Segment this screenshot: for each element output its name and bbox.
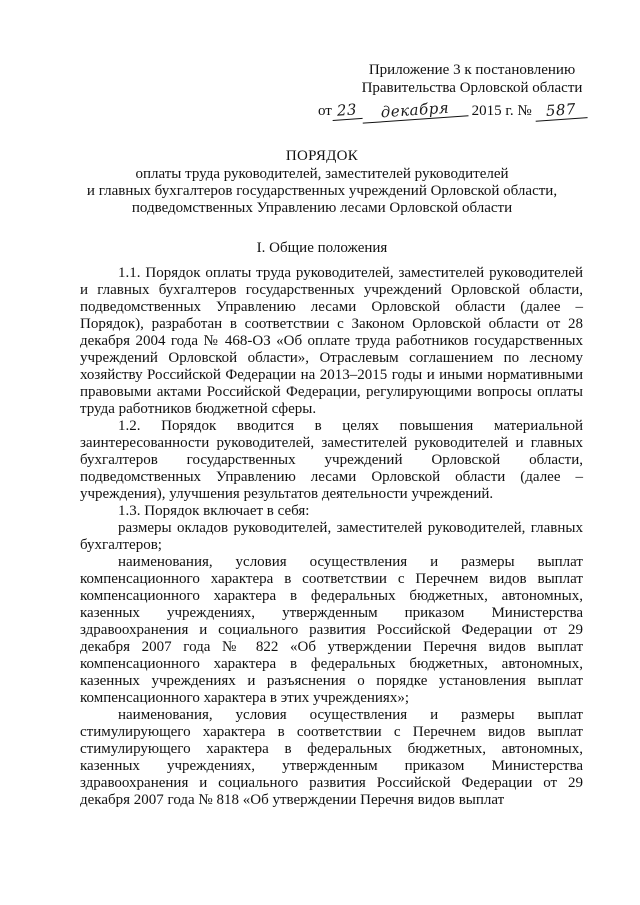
handwritten-month: декабря [361,97,468,123]
paragraph-incentive: наименования, условия осуществления и размеры выплат стимулирующего характера в соответствии с Перечнем видов выплат стимулирующего характера в федеральных бюджетных, автономных, казенных учреждениях, утвержденным приказом Министерства здравоохранения и социального развития Российской Федерации от 29 декабря 2007 года № 818 «Об утверждении Перечня видов выплат [80,707,583,808]
appendix-block [318,61,588,120]
section-heading: I. Общие положения [256,240,388,256]
handwritten-day: 23 [331,100,362,121]
document-title: ПОРЯДОК [285,148,359,164]
title-line-3: подведомственных Управлению лесами Орловской области [131,200,513,216]
body-text [80,265,583,809]
paragraph-compensation: наименования, условия осуществления и размеры выплат компенсационного характера в соответствии с Перечнем видов выплат компенсационного характера в федеральных бюджетных, автономных, казенных учреждениях, утвержденным приказом Министерства здравоохранения и социального развития Российской Федерации от 29 декабря 2007 года № 822 «Об утверждении Перечня видов выплат компенсационного характера в федеральных бюджетных, автономных, казенных учреждениях и разъяснения о порядке установления выплат компенсационного характера в этих учреждениях»; [80,554,583,706]
paragraph-1-3: 1.3. Порядок включает в себя: [118,503,310,519]
paragraph-salaries: размеры окладов руководителей, заместителей руководителей, главных бухгалтеров; [80,520,583,553]
appendix-line-2: Правительства Орловской области [361,80,583,96]
title-line-2: и главных бухгалтеров государственных учреждений Орловской области, [86,183,558,199]
date-prefix: от [318,103,332,119]
title-line-1: оплаты труда руководителей, заместителей руководителей [135,166,509,182]
paragraph-1-2: 1.2. Порядок вводится в целях повышения материальной заинтересованности руководителей, заместителей руководителей и главных бухгалтеров государственных учреждений Орловской области, подведомственных Управлению лесами Орловской области (далее – учреждения), улучшения результатов деятельности учреждений. [80,418,583,502]
handwritten-number: 587 [535,99,588,122]
date-year-text: 2015 г. № [471,103,532,119]
appendix-line-1: Приложение 3 к постановлению [368,62,576,78]
paragraph-1-1: 1.1. Порядок оплаты труда руководителей, заместителей руководителей и главных бухгалтеров государственных учреждений Орловской области, подведомственных Управлению лесами Орловской области (далее – Порядок), разработан в соответствии с Законом Орловской области от 28 декабря 2004 года № 468-ОЗ «Об оплате труда работников государственных учреждений Орловской области», Отраслевым соглашением по лесному хозяйству Российской Федерации на 2013–2015 годы и иными нормативными правовыми актами Российской Федерации, регулирующими вопросы оплаты труда работников бюджетной сферы. [80,265,583,417]
document-title-block [62,148,582,217]
appendix-date-line [318,98,588,122]
